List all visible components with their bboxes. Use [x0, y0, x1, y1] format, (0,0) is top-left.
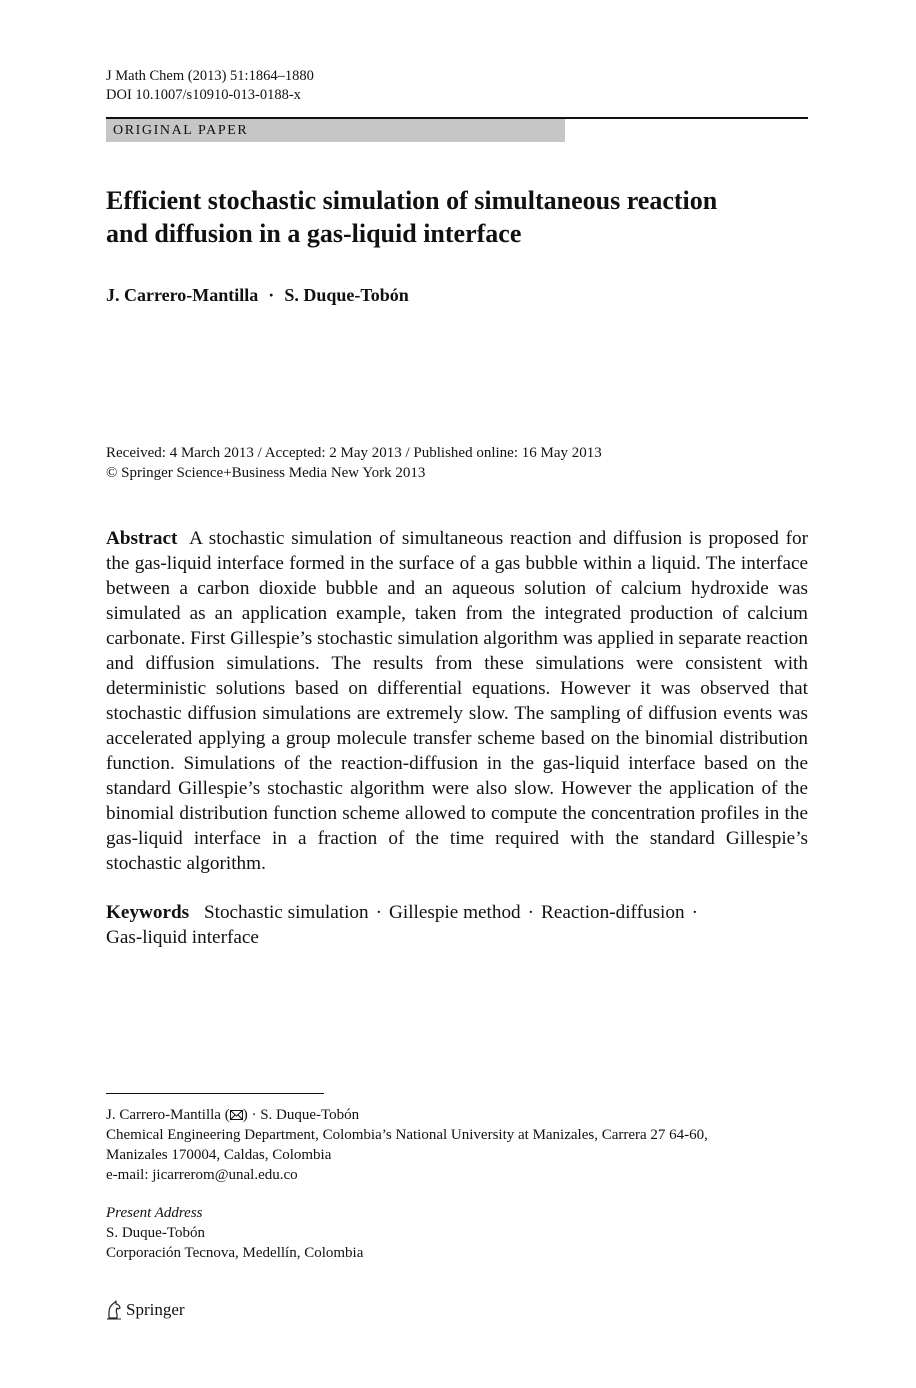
- author-separator: ·: [268, 285, 275, 305]
- present-address-name: S. Duque-Tobón: [106, 1225, 205, 1241]
- keyword: Stochastic simulation: [203, 902, 369, 923]
- title-line-2: and diffusion in a gas-liquid interface: [106, 219, 522, 248]
- journal-doi: DOI 10.1007/s10910-013-0188-x: [106, 87, 301, 103]
- author-2: S. Duque-Tobón: [284, 285, 409, 305]
- affiliation-line-1: Chemical Engineering Department, Colombia’s National University at Manizales, Carrera 27 64-60,: [106, 1127, 708, 1143]
- date-history: Received: 4 March 2013 / Accepted: 2 May 2013 / Published online: 16 May 2013: [106, 445, 602, 461]
- journal-info: [106, 67, 314, 105]
- keyword: Gillespie method: [389, 902, 521, 923]
- section-band: [106, 119, 565, 142]
- keyword-separator: ·: [527, 902, 535, 923]
- author-footnote: [106, 1105, 808, 1185]
- title-line-1: Efficient stochastic simulation of simultaneous reaction: [106, 186, 718, 215]
- abstract: [106, 526, 808, 876]
- keywords: [106, 900, 808, 950]
- keyword-separator: ·: [375, 902, 383, 923]
- present-address-label: Present Address: [106, 1205, 203, 1221]
- abstract-text: A stochastic simulation of simultaneous reaction and diffusion is proposed for the gas-liquid interface formed in the surface of a gas bubble within a liquid. The interface between a carbon dioxide bubble and an aqueous solution of calcium hydroxide was simulated as an application example, taken from the integrated production of calcium carbonate. First Gillespie’s stochastic simulation algorithm was applied in separate reaction and diffusion simulations. The results from these simulations were consistent with deterministic solutions based on differential equations. However it was observed that stochastic diffusion simulations are extremely slow. The sampling of diffusion events was accelerated applying a group molecule transfer scheme based on the binomial distribution function. Simulations of the reaction-diffusion in the gas-liquid interface based on the standard Gillespie’s stochastic algorithm were also slow. However the application of the binomial distribution function scheme allowed to compute the concentration profiles in the gas-liquid interface in a fraction of the time required with the standard Gillespie’s stochastic algorithm.: [106, 528, 808, 874]
- copyright-line: © Springer Science+Business Media New York 2013: [106, 465, 426, 481]
- affiliation-line-2: Manizales 170004, Caldas, Colombia: [106, 1147, 332, 1163]
- author-list: [106, 283, 409, 307]
- publication-dates: [106, 443, 602, 483]
- footnote-rule: [106, 1093, 324, 1094]
- springer-horse-logo-icon: [106, 1300, 122, 1320]
- section-label: ORIGINAL PAPER: [113, 123, 249, 138]
- keywords-heading: Keywords: [106, 902, 190, 923]
- keyword: Reaction-diffusion: [541, 902, 685, 923]
- footnote-authors: J. Carrero-Mantilla ( ) · S. Duque-Tobón: [106, 1107, 360, 1123]
- publisher-name: Springer: [126, 1300, 185, 1319]
- keyword: Gas-liquid interface: [106, 927, 259, 948]
- paper-page: [106, 0, 808, 1388]
- present-address-place: Corporación Tecnova, Medellín, Colombia: [106, 1245, 364, 1261]
- author-1: J. Carrero-Mantilla: [106, 285, 259, 305]
- paper-title: [106, 184, 808, 250]
- envelope-icon: [230, 1110, 243, 1120]
- author-email: e-mail: jicarrerom@unal.edu.co: [106, 1167, 298, 1183]
- keyword-separator: ·: [691, 902, 698, 923]
- present-address: [106, 1203, 363, 1263]
- publisher-mark: [106, 1299, 185, 1321]
- journal-citation: J Math Chem (2013) 51:1864–1880: [106, 68, 314, 84]
- abstract-heading: Abstract: [106, 528, 178, 549]
